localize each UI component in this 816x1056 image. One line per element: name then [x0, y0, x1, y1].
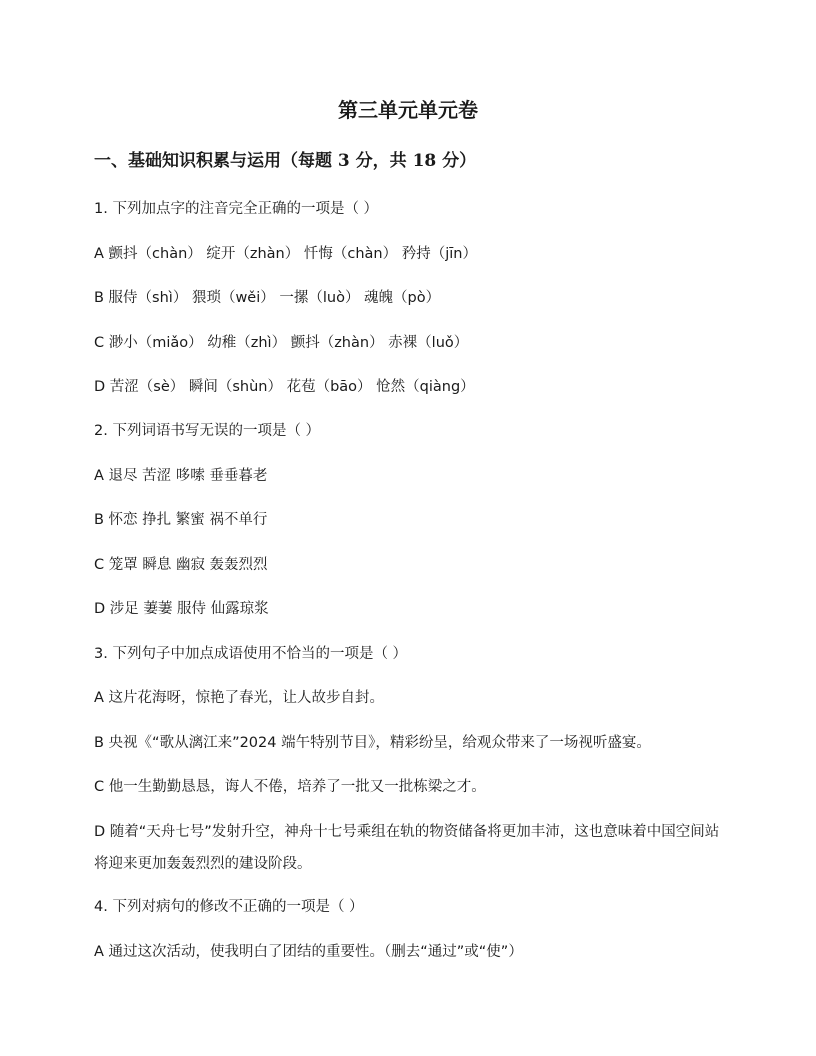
- question-3-option-c: C 他一生勤勤恳恳，诲人不倦，培养了一批又一批栋梁之才。: [94, 779, 486, 795]
- question-2-option-a: A 退尽 苦涩 哆嗦 垂垂暮老: [94, 468, 268, 484]
- question-2-stem: 2. 下列词语书写无误的一项是（ ）: [94, 423, 321, 439]
- question-2-option-b: B 怀恋 挣扎 繁蜜 祸不单行: [94, 512, 268, 528]
- question-4-option-a: A 通过这次活动，使我明白了团结的重要性。（删去“通过”或“使”）: [94, 944, 523, 960]
- question-3-option-d: D 随着“天舟七号”发射升空，神舟十七号乘组在轨的物资储备将更加丰沛，这也意味着中国空间站将迎来更加轰轰烈烈的建设阶段。: [94, 824, 720, 872]
- question-2-option-c: C 笼罩 瞬息 幽寂 轰轰烈烈: [94, 557, 268, 573]
- question-1-option-c: C 渺小（miǎo） 幼稚（zhì） 颤抖（zhàn） 赤裸（luǒ）: [94, 335, 469, 351]
- question-1-option-b: B 服侍（shì） 猥琐（wěi） 一摞（luò） 魂魄（pò）: [94, 290, 441, 306]
- question-1-option-a: A 颤抖（chàn） 绽开（zhàn） 忏悔（chàn） 矜持（jīn）: [94, 246, 477, 262]
- question-1-stem: 1. 下列加点字的注音完全正确的一项是（ ）: [94, 201, 379, 217]
- question-3-option-b: B 央视《“歌从漓江来”2024 端午特别节目》，精彩纷呈，给观众带来了一场视听盛宴。: [94, 735, 651, 751]
- question-1-option-d: D 苦涩（sè） 瞬间（shùn） 花苞（bāo） 怆然（qiàng）: [94, 379, 475, 395]
- question-3-option-a: A 这片花海呀，惊艳了春光，让人故步自封。: [94, 690, 385, 706]
- page-title: 第三单元单元卷: [338, 98, 478, 122]
- question-3-stem: 3. 下列句子中加点成语使用不恰当的一项是（ ）: [94, 646, 408, 662]
- section-heading: 一、基础知识积累与运用（每题 3 分，共 18 分）: [94, 151, 477, 171]
- question-2-option-d: D 涉足 萋萋 服侍 仙露琼浆: [94, 601, 269, 617]
- question-4-stem: 4. 下列对病句的修改不正确的一项是（ ）: [94, 899, 364, 915]
